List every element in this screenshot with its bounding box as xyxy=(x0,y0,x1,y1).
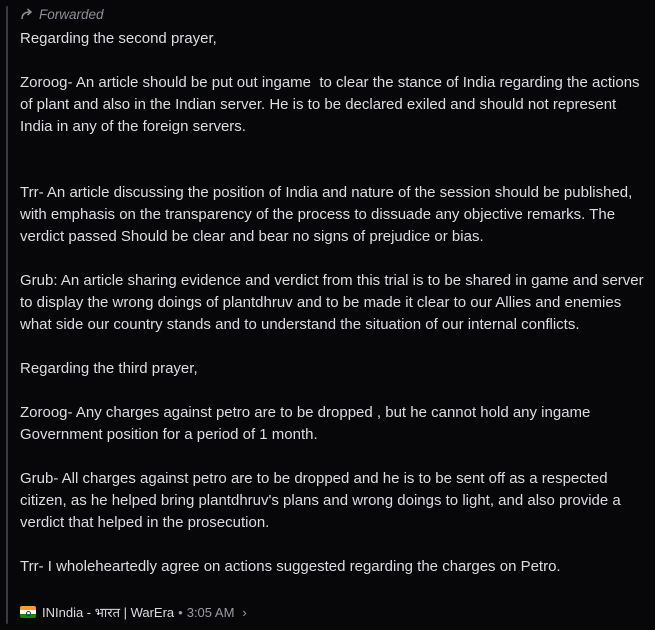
timestamp: 3:05 AM xyxy=(186,604,235,620)
forward-arrow-icon xyxy=(20,7,34,21)
forward-bar xyxy=(6,6,8,624)
message-paragraph: Regarding the third prayer, xyxy=(20,360,198,377)
message-paragraph: Grub: An article sharing evidence and verdict from this trial is to be shared in game and server to display the wrong doings of plantdhruv and to be made it clear to our Allies and enemies what side our country stands and to understand the situation of our internal conflicts. xyxy=(20,272,648,333)
india-flag-icon xyxy=(20,606,36,618)
message-paragraph: Regarding the second prayer, xyxy=(20,30,217,47)
message-paragraph: Trr- I wholeheartedly agree on actions suggested regarding the charges on Petro. xyxy=(20,558,561,575)
message-paragraph: Zoroog- Any charges against petro are to be dropped , but he cannot hold any ingame Government position for a period of 1 month. xyxy=(20,404,595,443)
chevron-right-icon[interactable]: › xyxy=(242,604,247,620)
message-footer[interactable] xyxy=(20,603,247,621)
message-paragraph: Trr- An article discussing the position of India and nature of the session should be published, with emphasis on the transparency of the process to dissuade any objective remarks. The verdict passed Should be clear and bear no signs of prejudice or bias. xyxy=(20,184,637,245)
message-paragraph: Zoroog- An article should be put out ingame to clear the stance of India regarding the actions of plant and also in the Indian server. He is to be declared exiled and should not represent India in any of the foreign servers. xyxy=(20,74,644,135)
message-paragraph: Grub- All charges against petro are to be dropped and he is to be sent off as a respected citizen, as he helped bring plantdhruv's plans and wrong doings to light, and also provide a verdict that helped in the prosecution. xyxy=(20,470,625,531)
server-name[interactable]: INIndia - भारत | WarEra xyxy=(42,605,175,620)
forwarded-label: Forwarded xyxy=(39,6,104,22)
separator: • xyxy=(178,604,183,620)
forwarded-header xyxy=(20,5,104,23)
message-content xyxy=(20,28,648,578)
